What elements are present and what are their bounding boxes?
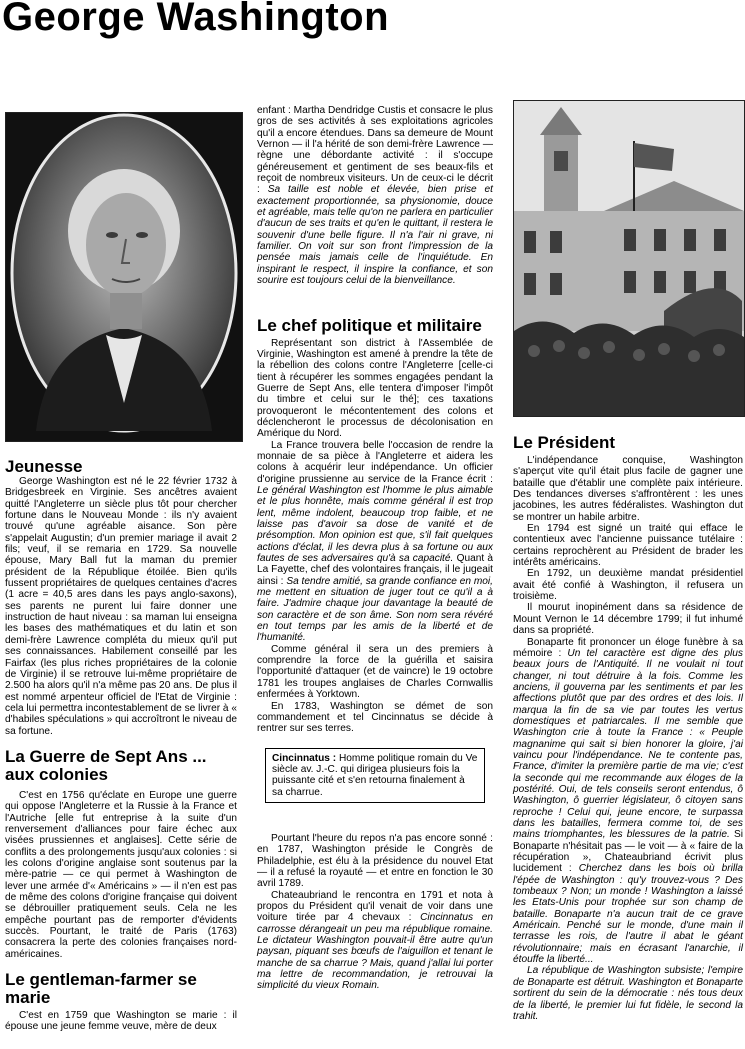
definition-term: Cincinnatus : [272,752,337,764]
paragraph: En 1792, un deuxième mandat présidentiel avait été confié à Washington, il refusera un troisième. [513,568,743,603]
paragraph: En 1794 est signé un traité qui efface le contentieux avec l'ancienne puissance tutélaire : certains reprochèrent au Président de brader les intérêts américains. [513,523,743,569]
quote-italic: Un tel caractère est digne des plus beaux jours de l'Antiquité. Il ne voulait ni tout changer, ni tout détruire à la fois. Comme les anciens, il gouverna par les sentiments et par les affections plutôt que par des ordres et des lois. Il marqua la fin de sa vie par toutes les vertus domestiques et patriarcales. Il me semble que Washington crie à toute la France : « Peuple magnanime qui sait si bien honorer la gloire, j'ai vaincu pour l'indépendance. Ne te contente pas, France, d'imiter la première partie de ma vie; c'est la seconde qui me recommande aux éloges de la postérité. Oui, de tels conseils seront entendus, ô Washington, ô guerrier législateur, ô citoyen sans reproche ! Celui qui, jeune encore, te surpassa dans les batailles, fermera comme toi, de ses mains triomphantes, les blessures de la patrie. [513,647,743,841]
paragraph: Pourtant l'heure du repos n'a pas encore sonné : en 1787, Washington préside le Congrès de Philadelphie, est élu à la présidence du nouvel Etat — il a refusé la royauté — et entre en fonction le 30 avril 1789. [257,832,493,890]
section-heading-president: Le Président [513,433,616,452]
heading-line: La Guerre de Sept Ans ... [5,746,207,766]
section-heading-jeunesse: Jeunesse [5,457,83,476]
paragraph: En 1783, Washington se démet de son commandement et tel Cincinnatus se décide à rentrer sur ses terres. [257,700,493,735]
quote-italic: Sa tendre amitié, sa grande confiance en moi, me mettent en situation de juger tout ce qu'il a à faire. J'admire chaque jour davantage la beauté de son caractère et de son âme. Son nom sera révéré en tout temps par les amis de la liberté et de l'humanité. [257,575,493,644]
paragraph: Comme général il sera un des premiers à comprendre la force de la guérilla et saisira l'opportunité d'attaquer (et de vaincre) le 19 octobre 1781 les troupes anglaises de Charles Cornwallis enfermées à Yorktown. [257,643,493,701]
column-3 [513,434,743,1022]
heading-line: aux colonies [5,764,108,784]
column-1 [5,458,237,1033]
paragraph [257,105,493,287]
section-heading-gentleman: Le gentleman-farmer se marie [5,970,197,1008]
definition-box [265,748,485,803]
text-normal: Quant à La Fayette, chef des volontaires français, il le jugeait ainsi : [257,553,493,587]
paragraph: George Washington est né le 22 février 1732 à Bridgesbreek en Virginie. Ses ancêtres avaient quitté l'Angleterre un siècle plus tôt pour chercher fortune dans le Nouveau Monde : ils n'y avaient trouvé qu'une agréable aisance. Son père s'appelait Augustin; d'un premier mariage il avait 2 fils; veuf, il se remaria en 1729. Sa nouvelle épouse, Mary Ball fut la maman du premier président de la République étoilée. Bien qu'ils fussent propriétaires de quelques centaines d'acres (1 acre = 40,5 ares dans les pays anglo-saxons), ses parents ne purent lui faire donner une instruction de haut niveau : sa maman lui enseigna les bases des mathématiques et du latin et son demi-frère Lawrence compléta du mieux qu'il put ses connaissances. Habilement conseillé par les Fairfax (les plus riches propriétaires de la colonie de Virginie) il se retrouve lui-même propriétaire de 2.500 ha alors qu'il n'a même pas 20 ans. De plus il est nommé arpenteur officiel de l'Etat de Virginie : cela lui permettra incontestablement de se livrer à « d'habiles spéculations » qui accroîtront le niveau de sa fortune. [5,476,237,737]
paragraph: C'est en 1759 que Washington se marie : il épouse une jeune femme veuve, mère de deux [5,1010,237,1033]
paragraph: La république de Washington subsiste; l'empire de Bonaparte est détruit. Washington et Bonaparte sortirent du sein de la démocratie : nés tous deux de la liberté, le premier lui fut fidèle, le second la trahit. [513,965,743,1022]
quote-italic: Cherchez dans les bois où brilla l'épée de Washington : qu'y trouvez-vous ? Des tombeaux ? Non; un monde ! Washington a laissé les Etats-Unis pour trophée sur son champ de bataille. Bonaparte n'a aucun trait de ce grave Américain. Penché sur le monde, d'une main il terrasse les rois, de l'autre il abat le géant révolutionnaire; mais en écrasant l'anarchie, il étouffe la liberté... [513,863,743,966]
text-normal: La France trouvera belle l'occasion de rendre la monnaie de sa pièce à l'Angleterre et aidera les colons à acquérir leur indépendance. Un officier d'origine prussienne au service de la France écrit : [257,439,493,485]
paragraph: Il mourut inopinément dans sa résidence de Mount Vernon le 14 décembre 1799; il fut inhumé dans sa propriété. [513,602,743,637]
text-normal: Chateaubriand le rencontra en 1791 et nota à propos du Président qu'il venait de voir dans une voiture tirée par 4 chevaux : [257,889,493,924]
column-2 [257,105,493,992]
section-heading-chef: Le chef politique et militaire [257,315,482,335]
quote-italic: Cincinnatus en carrosse dérangeait un peu ma république romaine. Le dictateur Washington pouvait-il être autre qu'un paysan, piquant ses bœufs de l'aiguillon et tenant le manche de sa charrue ? Mais, quand j'allai lui porter ma lettre de recommandation, je retrouvai la simplicité du vieux Romain. [257,912,493,992]
washington-portrait-image [5,112,243,442]
text-normal: Bonaparte fit prononcer un éloge funèbre à sa mémoire : [513,636,743,659]
paragraph: C'est en 1756 qu'éclate en Europe une guerre qui oppose l'Angleterre et la Russie à la France et l'Autriche [elle fut entreprise à la suite d'un renversement d'alliances pour faire échec aux visées prussiennes et anglaises]. Cette série de conflits a des prolongements jusqu'aux colonies : si les colons d'origine anglaise sont soutenus par la mère-patrie — ce qui permet à Washington de lever une armée d'« Américains » — il n'en est pas de même des colons d'origine française qui doivent se débrouiller pratiquement seuls. Cela ne les empêche pourtant pas de remporter d'évidents succès. Pourtant, le traité de Paris (1763) consacrera la perte des colonies françaises nord-américaines. [5,789,237,960]
section-heading-guerre [5,748,237,784]
historical-scene-image [513,100,745,417]
paragraph: L'indépendance conquise, Washington s'aperçut vite qu'il était plus facile de gagner une bataille que d'établir une complète paix intérieure. Des tendances diverses s'affrontèrent : les unes jacobines, les autres fédéralistes. Washington dut se montrer un habile arbitre. [513,455,743,523]
paragraph [513,637,743,966]
text-normal: enfant : Martha Dendridge Custis et consacre le plus gros de ses activités à ses exploitations agricoles qu'il a encore étendues. Dans sa demeure de Mount Vernon — il l'a hérité de son demi-frère Lawrence — règne une débordante activité : il s'occupe généreusement et gentiment de ses beaux-fils et reçoit de nombreux visiteurs. Un de ceux-ci le décrit : [257,105,493,196]
quote-italic: Sa taille est noble et élevée, bien prise et exactement proportionnée, sa physionomie, douce et agréable, mais telle qu'on ne parlera en particulier d'aucun de ses traits et qu'en le quittant, il restera le souvenir d'une belle figure. Il n'a l'air ni grave, ni familier. On voit sur son front l'impression de la pensée mais jamais celle de l'inquiétude. En inspirant le respect, il inspire la confiance, et son sourire est toujours celui de la bienveillance. [257,184,493,287]
paragraph [257,890,493,992]
paragraph: Représentant son district à l'Assemblée de Virginie, Washington est amené à prendre la tête de la rébellion des colons contre l'Angleterre [celle-ci tient à récupérer les sommes engagées pendant la Guerre de Sept Ans, elle tentera d'imposer l'impôt du timbre et celui sur le thé]; ces taxations provoqueront le mécontentement des colons et déclencheront le processus de décolonisation en Amérique du Nord. [257,337,493,440]
paragraph [257,440,493,644]
quote-italic: Le général Washington est l'homme le plus aimable et le plus honnête, mais comme général il est trop lent, même indolent, beaucoup trop faible, et ne laisse pas d'avoir sa dose de vanité et de présomption. Mon opinion est que, s'il fait quelques actions d'éclat, il les devra plus à sa fortune ou aux fautes de ses adversaires qu'à sa capacité. [257,484,493,565]
definition-text: Homme politique romain du Ve siècle av. J.-C. qui dirigea plusieurs fois la puissante cité et s'en retourna finalement à sa charrue. [272,752,478,798]
text-normal: Si Bonaparte n'hésitait pas — le voit — à « faire de la récupération », Chateaubriand écrivit plus lucidement : [513,829,743,875]
page-title: George Washington [2,0,390,39]
